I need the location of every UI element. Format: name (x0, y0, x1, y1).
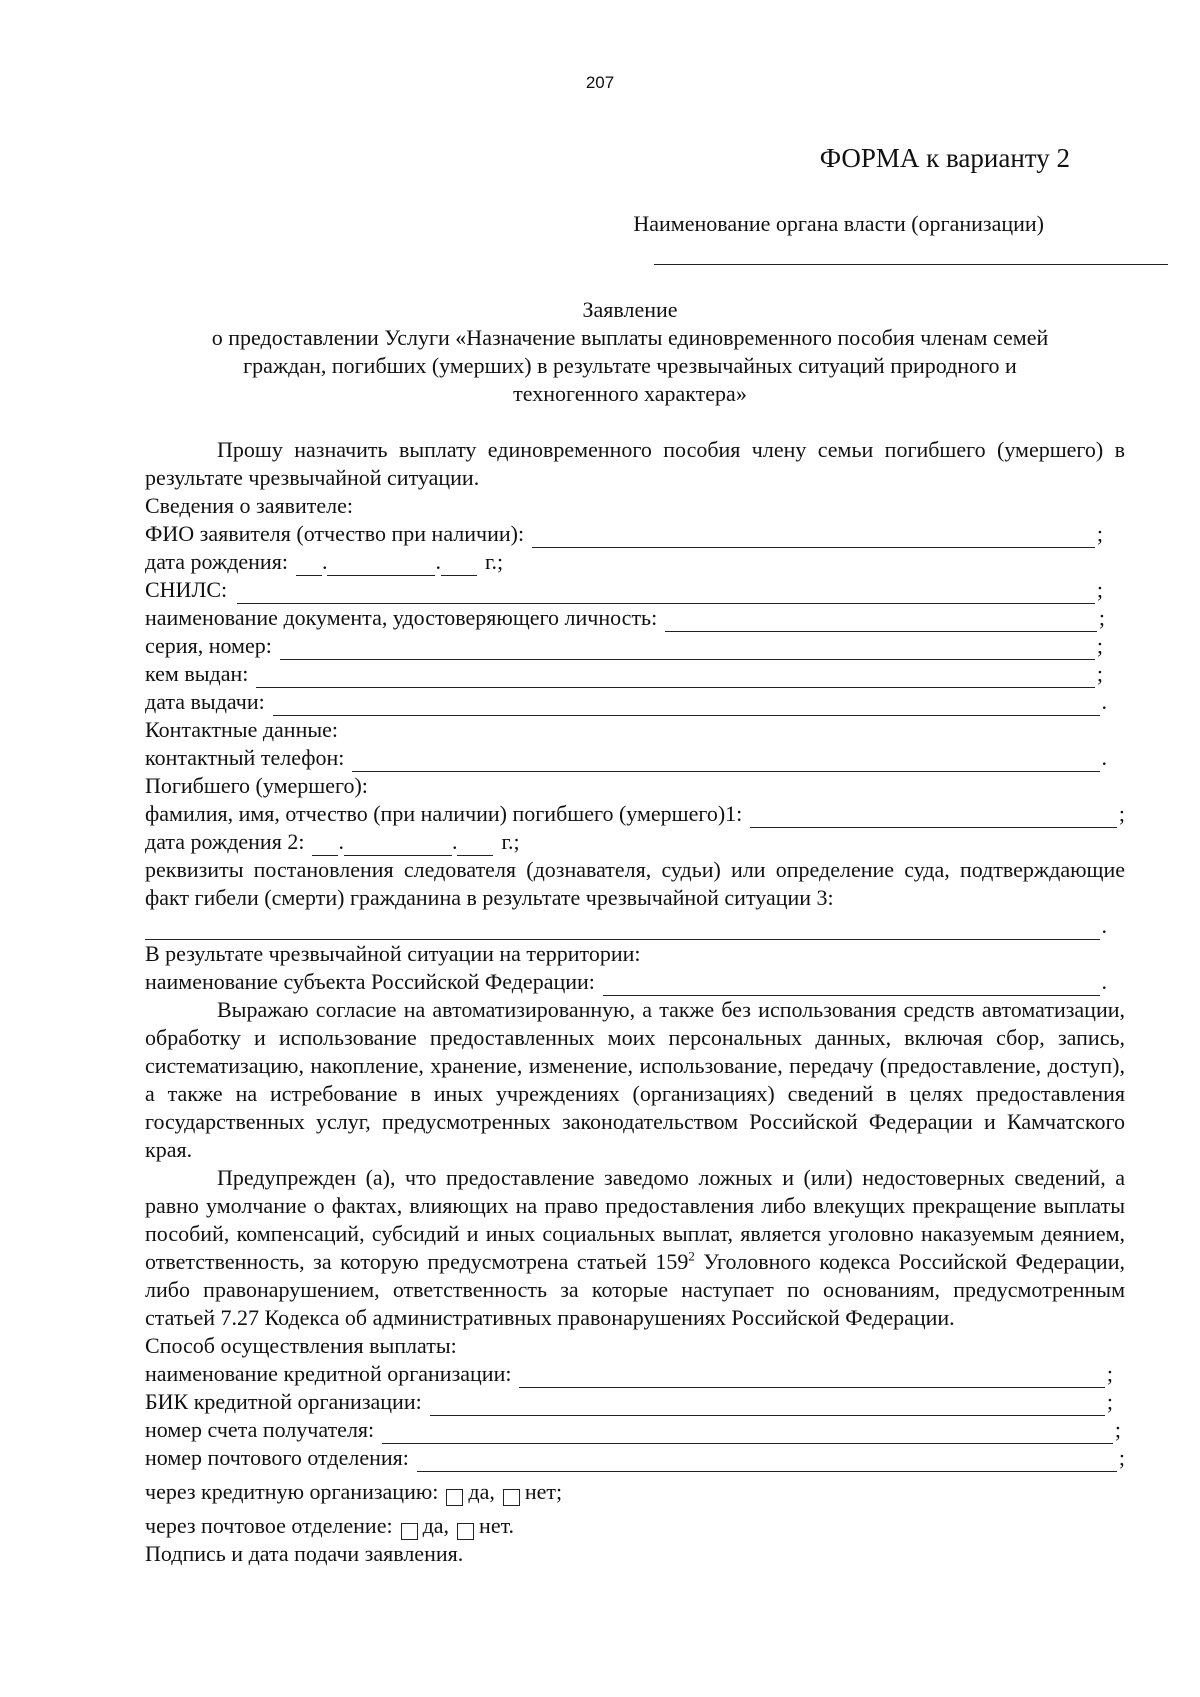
requisites-row (145, 912, 1125, 940)
deceased-birth-label: дата рождения 2: (145, 829, 305, 854)
via-bank-label: через кредитную организацию: (145, 1479, 439, 1504)
via-bank-no-checkbox[interactable] (503, 1489, 520, 1506)
deceased-birth-day-field[interactable] (312, 835, 338, 856)
post-office-field[interactable] (417, 1449, 1117, 1472)
via-bank-yes-checkbox[interactable] (446, 1489, 463, 1506)
issue-date-row (145, 688, 1125, 716)
issue-date-field[interactable] (273, 693, 1100, 716)
organization-label: Наименование органа власти (организации) (633, 211, 1044, 236)
issued-by-field[interactable] (256, 665, 1095, 688)
applicant-heading: Сведения о заявителе: (145, 493, 354, 518)
punct: ; (1096, 661, 1103, 686)
via-post-row (145, 1506, 1125, 1540)
applicant-birth-label: дата рождения: (145, 549, 288, 574)
punct: . (1101, 689, 1107, 714)
deceased-birth-year-suffix: г.; (501, 829, 520, 854)
deceased-birth-row (145, 828, 1125, 856)
birth-day-field[interactable] (296, 555, 322, 576)
title-word: Заявление (582, 297, 678, 322)
birth-year-suffix: г.; (484, 549, 504, 574)
title-line: граждан, погибших (умерших) в результате чрезвычайных ситуаций природного и (243, 353, 1017, 378)
form-body (145, 436, 1125, 1568)
punct: ; (1106, 1361, 1113, 1386)
page-number: 207 (585, 73, 615, 92)
subject-row (145, 968, 1125, 996)
territory-line: В результате чрезвычайной ситуации на территории: (145, 941, 641, 966)
punct: ; (1096, 577, 1103, 602)
document-title (140, 296, 1120, 408)
via-post-label: через почтовое отделение: (145, 1513, 393, 1538)
applicant-birth-row (145, 548, 1125, 576)
bank-name-row (145, 1360, 1125, 1388)
deceased-birth-year-field[interactable] (457, 835, 493, 856)
account-label: номер счета получателя: (145, 1417, 375, 1442)
series-field[interactable] (280, 637, 1095, 660)
account-field[interactable] (382, 1421, 1113, 1444)
via-post-no-checkbox[interactable] (457, 1523, 474, 1540)
deceased-fio-row (145, 800, 1125, 828)
bik-label: БИК кредитной организации: (145, 1389, 422, 1414)
subject-field[interactable] (603, 973, 1100, 996)
snils-row (145, 576, 1125, 604)
requisites-paragraph: реквизиты постановления следователя (дознавателя, судьи) или определение суда, подтверждающие факт гибели (смерти) гражданина в результате чрезвычайной ситуации 3: (145, 857, 1125, 910)
warning-text: Уголовного кодекса Российской Федерации, либо правонарушением, ответственность за которые наступает по основаниям, предусмотренным статьей 7.27 Кодекса об административных правонарушениях Российской Федерации. (145, 1249, 1125, 1330)
issued-by-label: кем выдан: (145, 661, 249, 686)
punct: . (1101, 745, 1107, 770)
bank-name-label: наименование кредитной организации: (145, 1361, 512, 1386)
no-label: нет. (479, 1513, 515, 1538)
issue-date-label: дата выдачи: (145, 689, 265, 714)
bik-row (145, 1388, 1125, 1416)
doc-name-field[interactable] (665, 609, 1097, 632)
yes-label: да, (422, 1513, 450, 1538)
phone-field[interactable] (352, 749, 1099, 772)
punct: . (1101, 969, 1107, 994)
punct: . (451, 829, 458, 854)
punct: ; (1118, 801, 1125, 826)
post-office-row (145, 1444, 1125, 1472)
no-label: нет; (524, 1479, 563, 1504)
payment-heading: Способ осуществления выплаты: (145, 1333, 457, 1358)
series-label: серия, номер: (145, 633, 272, 658)
yes-label: да, (468, 1479, 495, 1504)
phone-label: контактный телефон: (145, 745, 345, 770)
punct: . (338, 829, 344, 854)
warning-superscript: 2 (688, 1248, 695, 1264)
snils-label: СНИЛС: (145, 577, 228, 602)
phone-row (145, 744, 1125, 772)
title-line: о предоставлении Услуги «Назначение выплаты единовременного пособия членам семей (211, 325, 1049, 350)
doc-name-row (145, 604, 1125, 632)
subject-label: наименование субъекта Российской Федерации: (145, 969, 595, 994)
issued-by-row (145, 660, 1125, 688)
punct: ; (1096, 521, 1103, 546)
punct: ; (1106, 1389, 1113, 1414)
birth-year-field[interactable] (441, 555, 477, 576)
bank-name-field[interactable] (519, 1365, 1104, 1388)
punct: . (435, 549, 441, 574)
punct: . (1101, 913, 1107, 938)
deceased-fio-field[interactable] (750, 805, 1117, 828)
form-label: ФОРМА к варианту 2 (819, 143, 1070, 173)
deceased-fio-label: фамилия, имя, отчество (при наличии) погибшего (умершего)1: (145, 801, 743, 826)
series-row (145, 632, 1125, 660)
applicant-fio-row (145, 520, 1125, 548)
warning-paragraph (145, 1164, 1125, 1332)
account-row (145, 1416, 1125, 1444)
requisites-field[interactable] (145, 917, 1100, 940)
request-paragraph: Прошу назначить выплату единовременного пособия члену семьи погибшего (умершего) в результате чрезвычайной ситуации. (145, 437, 1125, 490)
doc-name-label: наименование документа, удостоверяющего личность: (145, 605, 658, 630)
applicant-fio-label: ФИО заявителя (отчество при наличии): (145, 521, 525, 546)
punct: ; (1096, 633, 1103, 658)
deceased-heading: Погибшего (умершего): (145, 773, 368, 798)
via-bank-row (145, 1472, 1125, 1506)
via-post-yes-checkbox[interactable] (401, 1523, 418, 1540)
signature-line: Подпись и дата подачи заявления. (145, 1541, 464, 1566)
snils-field[interactable] (237, 581, 1095, 604)
title-line: техногенного характера» (513, 381, 747, 406)
post-office-label: номер почтового отделения: (145, 1445, 409, 1470)
punct: ; (1118, 1445, 1125, 1470)
punct: . (321, 549, 328, 574)
organization-field[interactable] (654, 264, 1168, 265)
contacts-heading: Контактные данные: (145, 717, 338, 742)
punct: ; (1114, 1417, 1121, 1442)
applicant-fio-field[interactable] (532, 525, 1095, 548)
deceased-birth-month-field[interactable] (344, 835, 452, 856)
bik-field[interactable] (430, 1393, 1105, 1416)
consent-paragraph: Выражаю согласие на автоматизированную, а также без использования средств автоматизации, обработку и использование предоставленных моих персональных данных, включая сбор, запись, систематизацию, накопление, хранение, изменение, использование, передачу (предоставление, доступ), а также на истребование в иных учреждениях (организациях) сведений в целях предоставления государственных услуг, предусмотренных законодательством Российской Федерации и Камчатского края. (145, 997, 1125, 1162)
punct: ; (1098, 605, 1105, 630)
birth-month-field[interactable] (327, 555, 435, 576)
warning-text: Предупрежден (а), что предоставление заведомо ложных и (или) недостоверных сведений, а равно умолчание о фактах, влияющих на право предоставления либо влекущих прекращение выплаты пособий, компенсаций, субсидий и иных социальных выплат, является уголовно наказуемым деянием, ответственность, за которую предусмотрена статьей 159 (145, 1165, 1125, 1274)
